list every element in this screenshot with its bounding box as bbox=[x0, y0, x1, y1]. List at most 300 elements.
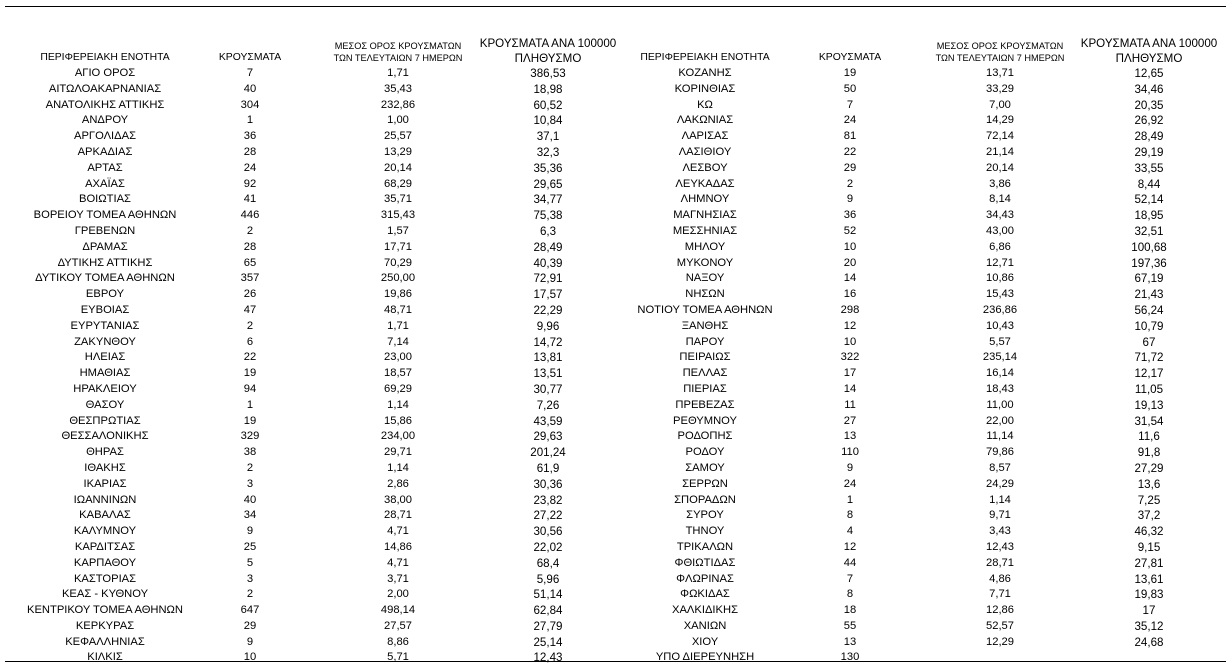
right-avg-cell: 4,86 bbox=[989, 572, 1011, 585]
right-region-cell: ΤΡΙΚΑΛΩΝ bbox=[676, 540, 734, 553]
left-region-cell: ΑΓΙΟ ΟΡΟΣ bbox=[74, 67, 136, 79]
left-cases-cell: 3 bbox=[246, 477, 254, 490]
left-avg-cell: 7,14 bbox=[387, 335, 409, 348]
left-per100k-cell: 201,24 bbox=[530, 446, 566, 460]
right-cases-cell: 11 bbox=[844, 398, 856, 411]
right-region-cell: ΠΙΕΡΙΑΣ bbox=[683, 382, 727, 395]
right-avg-cell: 12,71 bbox=[986, 256, 1014, 269]
header-region-right: ΠΕΡΙΦΕΡΕΙΑΚΗ ΕΝΟΤΗΤΑ bbox=[640, 52, 770, 63]
right-region-cell: ΡΕΘΥΜΝΟΥ bbox=[673, 414, 737, 427]
left-region-column bbox=[5, 66, 205, 666]
right-avg-cell: 52,57 bbox=[986, 619, 1014, 632]
right-cases-cell: 4 bbox=[846, 525, 854, 538]
left-per100k-cell: 27,22 bbox=[533, 509, 563, 523]
left-cases-cell: 2 bbox=[246, 319, 254, 332]
right-cases-cell: 130 bbox=[840, 651, 860, 664]
right-cases-cell: 14 bbox=[843, 272, 857, 285]
right-avg-cell: 13,71 bbox=[986, 67, 1014, 79]
left-avg-cell: 5,71 bbox=[387, 651, 409, 664]
right-cases-cell: 298 bbox=[840, 303, 860, 316]
left-avg-cell: 15,86 bbox=[384, 414, 412, 427]
left-per100k-cell: 34,77 bbox=[533, 193, 563, 207]
left-cases-cell: 7 bbox=[246, 67, 254, 79]
right-cases-cell: 8 bbox=[846, 509, 854, 522]
left-region-cell: ΕΥΡΥΤΑΝΙΑΣ bbox=[70, 319, 140, 332]
right-avg-cell: 72,14 bbox=[986, 130, 1014, 143]
left-cases-cell: 40 bbox=[243, 493, 257, 506]
left-cases-cell: 357 bbox=[240, 272, 260, 285]
right-cases-cell: 29 bbox=[843, 161, 857, 174]
right-cases-cell: 55 bbox=[843, 619, 857, 632]
right-region-cell: ΜΗΛΟΥ bbox=[684, 240, 726, 253]
right-cases-cell: 9 bbox=[846, 461, 854, 474]
right-region-cell: ΣΠΟΡΑΔΩΝ bbox=[674, 493, 736, 506]
left-cases-cell: 2 bbox=[246, 588, 254, 601]
left-per100k-cell: 27,79 bbox=[533, 619, 563, 633]
left-per100k-cell: 12,43 bbox=[533, 651, 563, 665]
left-per100k-cell: 18,98 bbox=[533, 82, 563, 96]
right-cases-cell: 7 bbox=[846, 98, 854, 111]
right-region-cell: ΦΩΚΙΔΑΣ bbox=[680, 588, 730, 601]
right-avg-cell: 12,86 bbox=[986, 604, 1014, 617]
right-region-cell: ΠΕΛΛΑΣ bbox=[682, 367, 728, 380]
right-avg-cell: 11,00 bbox=[986, 398, 1014, 411]
right-region-cell: ΛΕΣΒΟΥ bbox=[682, 161, 728, 174]
right-per100k-cell: 11,05 bbox=[1134, 382, 1164, 396]
left-cases-cell: 24 bbox=[243, 161, 257, 174]
left-per100k-cell: 51,14 bbox=[533, 588, 563, 602]
left-cases-cell: 2 bbox=[246, 461, 254, 474]
left-cases-cell: 19 bbox=[243, 414, 257, 427]
left-per100k-cell: 60,52 bbox=[533, 98, 563, 112]
left-cases-cell: 1 bbox=[246, 114, 254, 127]
right-per100k-cell: 67,19 bbox=[1134, 272, 1164, 286]
right-per100k-cell: 32,51 bbox=[1134, 224, 1164, 238]
right-cases-cell: 1 bbox=[846, 493, 854, 506]
right-per100k-cell: 19,13 bbox=[1134, 398, 1164, 412]
left-avg-cell: 25,57 bbox=[384, 130, 412, 143]
left-per100k-cell: 22,02 bbox=[533, 540, 563, 554]
header-cases-left: ΚΡΟΥΣΜΑΤΑ bbox=[218, 52, 282, 63]
right-region-cell: ΧΑΝΙΩΝ bbox=[683, 619, 727, 632]
right-region-cell: ΞΑΝΘΗΣ bbox=[681, 319, 729, 332]
left-per100k-cell: 14,72 bbox=[533, 335, 563, 349]
left-region-cell: ΗΜΑΘΙΑΣ bbox=[79, 367, 131, 380]
left-per100k-cell: 37,1 bbox=[536, 130, 560, 144]
right-region-cell: ΚΟΡΙΝΘΙΑΣ bbox=[674, 82, 736, 95]
right-region-cell: ΜΥΚΟΝΟΥ bbox=[676, 256, 734, 269]
left-per100k-cell: 61,9 bbox=[536, 461, 560, 475]
header-region-left: ΠΕΡΙΦΕΡΕΙΑΚΗ ΕΝΟΤΗΤΑ bbox=[40, 52, 170, 63]
right-per100k-cell: 67 bbox=[1142, 335, 1156, 349]
right-cases-cell: 52 bbox=[843, 224, 857, 237]
right-cases-cell: 19 bbox=[843, 67, 857, 79]
left-avg-cell: 17,71 bbox=[384, 240, 412, 253]
right-per100k-cell: 197,36 bbox=[1131, 256, 1167, 270]
right-per100k-cell: 52,14 bbox=[1134, 193, 1164, 207]
left-region-cell: ΚΑΣΤΟΡΙΑΣ bbox=[73, 572, 137, 585]
left-cases-cell: 1 bbox=[246, 398, 254, 411]
left-avg-cell: 498,14 bbox=[380, 604, 416, 617]
right-region-cell: ΛΑΣΙΘΙΟΥ bbox=[678, 145, 732, 158]
right-region-cell: ΚΩ bbox=[697, 98, 713, 111]
right-region-cell: ΚΟΖΑΝΗΣ bbox=[678, 67, 732, 79]
right-cases-cell: 13 bbox=[843, 430, 857, 443]
header-avg-right-1: ΜΕΣΟΣ ΟΡΟΣ ΚΡΟΥΣΜΑΤΩΝ bbox=[936, 41, 1064, 51]
right-region-cell: ΛΑΚΩΝΙΑΣ bbox=[676, 114, 734, 127]
right-region-cell: ΧΑΛΚΙΔΙΚΗΣ bbox=[671, 604, 738, 617]
left-region-cell: ΑΧΑΪΑΣ bbox=[85, 177, 125, 190]
left-region-cell: ΑΡΓΟΛΙΔΑΣ bbox=[73, 130, 137, 143]
left-cases-cell: 38 bbox=[243, 446, 257, 459]
left-region-cell: ΒΟΙΩΤΙΑΣ bbox=[79, 193, 131, 206]
right-region-cell: ΛΕΥΚΑΔΑΣ bbox=[675, 177, 735, 190]
left-avg-cell: 8,86 bbox=[387, 635, 409, 648]
right-region-cell: ΜΑΓΝΗΣΙΑΣ bbox=[673, 209, 737, 222]
right-per100k-cell: 37,2 bbox=[1137, 509, 1161, 523]
right-per100k-cell: 27,29 bbox=[1134, 461, 1164, 475]
left-per100k-cell: 75,38 bbox=[533, 209, 563, 223]
left-per100k-cell: 7,26 bbox=[536, 398, 560, 412]
left-cases-cell: 65 bbox=[243, 256, 257, 269]
left-per100k-column bbox=[468, 66, 628, 666]
left-cases-cell: 5 bbox=[246, 556, 254, 569]
left-region-cell: ΚΕΑΣ - ΚΥΘΝΟΥ bbox=[61, 588, 149, 601]
right-per100k-cell: 31,54 bbox=[1134, 414, 1164, 428]
left-per100k-cell: 28,49 bbox=[533, 240, 563, 254]
right-cases-cell: 10 bbox=[843, 335, 857, 348]
left-cases-cell: 40 bbox=[243, 82, 257, 95]
left-cases-cell: 34 bbox=[243, 509, 257, 522]
left-avg-cell: 48,71 bbox=[384, 303, 412, 316]
left-avg-cell: 234,00 bbox=[380, 430, 416, 443]
left-per100k-cell: 35,36 bbox=[533, 161, 563, 175]
left-per100k-cell: 40,39 bbox=[533, 256, 563, 270]
right-cases-cell: 17 bbox=[843, 367, 857, 380]
left-avg-cell: 1,57 bbox=[387, 224, 409, 237]
left-region-cell: ΚΙΛΚΙΣ bbox=[87, 651, 123, 664]
left-region-cell: ΘΕΣΣΑΛΟΝΙΚΗΣ bbox=[61, 430, 149, 443]
left-region-cell: ΘΗΡΑΣ bbox=[86, 446, 124, 459]
right-avg-cell: 28,71 bbox=[986, 556, 1014, 569]
left-cases-cell: 28 bbox=[243, 145, 257, 158]
right-region-cell: ΠΑΡΟΥ bbox=[685, 335, 725, 348]
header-cases-right: ΚΡΟΥΣΜΑΤΑ bbox=[818, 52, 882, 63]
right-per100k-cell: 12,17 bbox=[1134, 367, 1164, 381]
right-cases-cell: 12 bbox=[843, 540, 857, 553]
right-per100k-cell: 20,35 bbox=[1134, 98, 1164, 112]
left-cases-cell: 647 bbox=[240, 604, 260, 617]
left-avg-cell: 27,57 bbox=[384, 619, 412, 632]
left-avg-cell: 2,86 bbox=[387, 477, 409, 490]
left-cases-cell: 92 bbox=[243, 177, 257, 190]
header-avg-right-2: ΤΩΝ ΤΕΛΕΥΤΑΙΩΝ 7 ΗΜΕΡΩΝ bbox=[935, 53, 1065, 63]
right-avg-cell: 6,86 bbox=[989, 240, 1011, 253]
right-avg-cell: 15,43 bbox=[986, 288, 1014, 301]
right-region-cell: ΠΕΙΡΑΙΩΣ bbox=[679, 351, 731, 364]
right-cases-cell: 12 bbox=[843, 319, 857, 332]
header-per100k-left-2: ΠΛΗΘΥΣΜΟ bbox=[514, 52, 582, 65]
left-region-cell: ΚΑΒΑΛΑΣ bbox=[79, 509, 131, 522]
right-per100k-cell: 21,43 bbox=[1134, 288, 1164, 302]
right-per100k-cell: 71,72 bbox=[1134, 351, 1164, 365]
right-avg-cell bbox=[920, 650, 1080, 666]
right-avg-cell: 22,00 bbox=[986, 414, 1014, 427]
right-region-cell: ΠΡΕΒΕΖΑΣ bbox=[675, 398, 735, 411]
left-region-cell: ΑΝΔΡΟΥ bbox=[81, 114, 129, 127]
right-per100k-cell: 7,25 bbox=[1137, 493, 1161, 507]
right-cases-cell: 14 bbox=[843, 382, 857, 395]
left-avg-cell: 19,86 bbox=[384, 288, 412, 301]
right-region-cell: ΛΗΜΝΟΥ bbox=[680, 193, 730, 206]
bottom-rule bbox=[5, 661, 1226, 662]
left-cases-cell: 26 bbox=[243, 288, 257, 301]
right-cases-cell: 10 bbox=[843, 240, 857, 253]
left-avg-cell: 20,14 bbox=[384, 161, 412, 174]
left-region-cell: ΑΡΚΑΔΙΑΣ bbox=[77, 145, 133, 158]
right-avg-cell: 7,00 bbox=[989, 98, 1011, 111]
left-per100k-cell: 6,3 bbox=[539, 224, 557, 238]
right-region-cell: ΥΠΟ ΔΙΕΡΕΥΝΗΣΗ bbox=[655, 651, 755, 664]
right-per100k-cell: 24,68 bbox=[1134, 635, 1164, 649]
left-per100k-cell: 68,4 bbox=[536, 556, 560, 570]
left-avg-cell: 18,57 bbox=[384, 367, 412, 380]
right-avg-cell: 3,43 bbox=[989, 525, 1011, 538]
left-region-cell: ΚΑΡΔΙΤΣΑΣ bbox=[74, 540, 136, 553]
right-per100k-cell: 29,19 bbox=[1134, 145, 1164, 159]
right-per100k-cell: 10,79 bbox=[1134, 319, 1164, 333]
left-region-cell: ΔΡΑΜΑΣ bbox=[82, 240, 128, 253]
right-avg-cell: 18,43 bbox=[986, 382, 1014, 395]
left-cases-cell: 9 bbox=[246, 525, 254, 538]
right-avg-cell: 12,43 bbox=[986, 540, 1014, 553]
right-region-cell: ΝΗΣΩΝ bbox=[685, 288, 725, 301]
left-avg-cell: 23,00 bbox=[384, 351, 412, 364]
left-cases-cell: 28 bbox=[243, 240, 257, 253]
right-avg-cell: 235,14 bbox=[982, 351, 1018, 364]
top-rule bbox=[5, 6, 1226, 7]
right-region-cell: ΧΙΟΥ bbox=[691, 635, 719, 648]
right-cases-cell: 50 bbox=[843, 82, 857, 95]
right-per100k-cell: 34,46 bbox=[1134, 82, 1164, 96]
left-avg-cell: 2,00 bbox=[387, 588, 409, 601]
left-region-cell: ΗΛΕΙΑΣ bbox=[84, 351, 126, 364]
left-cases-cell: 304 bbox=[240, 98, 260, 111]
left-per100k-cell: 5,96 bbox=[536, 572, 560, 586]
left-per100k-cell: 43,59 bbox=[533, 414, 563, 428]
right-per100k-cell: 9,15 bbox=[1137, 540, 1161, 554]
right-cases-cell: 16 bbox=[843, 288, 857, 301]
left-avg-cell: 315,43 bbox=[380, 209, 416, 222]
left-cases-cell: 94 bbox=[243, 382, 257, 395]
right-per100k-cell: 13,6 bbox=[1137, 477, 1161, 491]
right-avg-cell: 21,14 bbox=[986, 145, 1014, 158]
left-per100k-cell: 10,84 bbox=[533, 114, 563, 128]
right-cases-cell: 18 bbox=[843, 604, 857, 617]
right-cases-cell: 7 bbox=[846, 572, 854, 585]
header-avg-left-2: ΤΩΝ ΤΕΛΕΥΤΑΙΩΝ 7 ΗΜΕΡΩΝ bbox=[333, 53, 463, 63]
left-avg-cell: 232,86 bbox=[380, 98, 416, 111]
left-avg-cell: 69,29 bbox=[384, 382, 412, 395]
left-cases-cell: 41 bbox=[243, 193, 257, 206]
right-avg-cell: 14,29 bbox=[986, 114, 1014, 127]
left-avg-cell: 3,71 bbox=[387, 572, 409, 585]
left-per100k-cell: 30,36 bbox=[533, 477, 563, 491]
right-cases-cell: 2 bbox=[846, 177, 854, 190]
left-avg-column bbox=[318, 66, 478, 666]
left-avg-cell: 68,29 bbox=[384, 177, 412, 190]
right-per100k-cell: 46,32 bbox=[1134, 525, 1164, 539]
right-cases-cell: 13 bbox=[843, 635, 857, 648]
right-per100k-cell: 12,65 bbox=[1134, 67, 1164, 80]
left-region-cell: ΙΚΑΡΙΑΣ bbox=[83, 477, 127, 490]
left-avg-cell: 1,00 bbox=[387, 114, 409, 127]
left-region-cell: ΑΝΑΤΟΛΙΚΗΣ ΑΤΤΙΚΗΣ bbox=[45, 98, 165, 111]
left-cases-cell: 25 bbox=[243, 540, 257, 553]
left-cases-cell: 22 bbox=[243, 351, 257, 364]
right-avg-column bbox=[920, 66, 1080, 666]
right-cases-cell: 322 bbox=[840, 351, 860, 364]
left-region-cell: ΚΕΝΤΡΙΚΟΥ ΤΟΜΕΑ ΑΘΗΝΩΝ bbox=[26, 604, 183, 617]
right-cases-cell: 9 bbox=[846, 193, 854, 206]
header-per100k-left-1: ΚΡΟΥΣΜΑΤΑ ΑΝΑ 100000 bbox=[479, 37, 617, 50]
right-cases-cell: 81 bbox=[843, 130, 857, 143]
left-region-cell: ΚΕΦΑΛΛΗΝΙΑΣ bbox=[65, 635, 145, 648]
header-avg-left-1: ΜΕΣΟΣ ΟΡΟΣ ΚΡΟΥΣΜΑΤΩΝ bbox=[334, 41, 462, 51]
right-region-cell: ΦΛΩΡΙΝΑΣ bbox=[676, 572, 734, 585]
left-cases-cell: 36 bbox=[243, 130, 257, 143]
right-cases-cell: 22 bbox=[843, 145, 857, 158]
left-avg-cell: 4,71 bbox=[387, 556, 409, 569]
right-cases-cell: 44 bbox=[843, 556, 857, 569]
right-cases-column bbox=[810, 66, 890, 666]
right-avg-cell: 5,57 bbox=[989, 335, 1011, 348]
left-per100k-cell: 25,14 bbox=[533, 635, 563, 649]
right-per100k-cell: 18,95 bbox=[1134, 209, 1164, 223]
left-per100k-cell: 23,82 bbox=[533, 493, 563, 507]
left-cases-cell: 2 bbox=[246, 224, 254, 237]
header-per100k-right-2: ΠΛΗΘΥΣΜΟ bbox=[1115, 52, 1183, 65]
header-per100k-right-1: ΚΡΟΥΣΜΑΤΑ ΑΝΑ 100000 bbox=[1080, 37, 1218, 50]
right-cases-cell: 8 bbox=[846, 588, 854, 601]
right-avg-cell: 1,14 bbox=[989, 493, 1011, 506]
right-region-cell: ΝΟΤΙΟΥ ΤΟΜΕΑ ΑΘΗΝΩΝ bbox=[637, 303, 773, 316]
right-per100k-cell: 13,61 bbox=[1134, 572, 1164, 586]
right-avg-cell: 12,29 bbox=[986, 635, 1014, 648]
left-per100k-cell: 13,81 bbox=[533, 351, 563, 365]
left-cases-cell: 19 bbox=[243, 367, 257, 380]
right-per100k-cell: 91,8 bbox=[1137, 446, 1161, 460]
right-avg-cell: 43,00 bbox=[986, 224, 1014, 237]
left-region-cell: ΔΥΤΙΚΟΥ ΤΟΜΕΑ ΑΘΗΝΩΝ bbox=[35, 272, 175, 285]
left-avg-cell: 38,00 bbox=[384, 493, 412, 506]
right-region-cell: ΡΟΔΟΥ bbox=[685, 446, 725, 459]
left-region-cell: ΑΙΤΩΛΟΑΚΑΡΝΑΝΙΑΣ bbox=[48, 82, 162, 95]
right-avg-cell: 20,14 bbox=[986, 161, 1014, 174]
right-avg-cell: 16,14 bbox=[986, 367, 1014, 380]
left-avg-cell: 35,71 bbox=[384, 193, 412, 206]
right-per100k-cell: 33,55 bbox=[1134, 161, 1164, 175]
left-avg-cell: 1,71 bbox=[387, 67, 409, 79]
right-per100k-cell: 26,92 bbox=[1134, 114, 1164, 128]
right-region-cell: ΛΑΡΙΣΑΣ bbox=[681, 130, 729, 143]
left-region-cell: ΓΡΕΒΕΝΩΝ bbox=[74, 224, 136, 237]
right-region-cell: ΤΗΝΟΥ bbox=[685, 525, 725, 538]
right-per100k-column bbox=[1070, 66, 1228, 666]
left-region-cell: ΚΕΡΚΥΡΑΣ bbox=[75, 619, 135, 632]
left-region-cell: ΗΡΑΚΛΕΙΟΥ bbox=[73, 382, 137, 395]
left-region-cell: ΖΑΚΥΝΘΟΥ bbox=[74, 335, 136, 348]
left-cases-cell: 446 bbox=[240, 209, 260, 222]
right-per100k-cell: 8,44 bbox=[1137, 177, 1161, 191]
left-per100k-cell: 30,56 bbox=[533, 525, 563, 539]
right-avg-cell: 33,29 bbox=[986, 82, 1014, 95]
right-cases-cell: 27 bbox=[843, 414, 857, 427]
right-region-cell: ΣΥΡΟΥ bbox=[686, 509, 724, 522]
left-region-cell: ΔΥΤΙΚΗΣ ΑΤΤΙΚΗΣ bbox=[57, 256, 153, 269]
right-per100k-cell: 19,83 bbox=[1134, 588, 1164, 602]
left-region-cell: ΕΥΒΟΙΑΣ bbox=[80, 303, 130, 316]
left-cases-cell: 9 bbox=[246, 635, 254, 648]
right-region-cell: ΡΟΔΟΠΗΣ bbox=[677, 430, 733, 443]
left-avg-cell: 28,71 bbox=[384, 509, 412, 522]
right-avg-cell: 3,86 bbox=[989, 177, 1011, 190]
left-region-cell: ΑΡΤΑΣ bbox=[87, 161, 123, 174]
left-cases-cell: 6 bbox=[246, 335, 254, 348]
left-per100k-cell: 72,91 bbox=[533, 272, 563, 286]
left-region-cell: ΘΕΣΠΡΩΤΙΑΣ bbox=[69, 414, 141, 427]
left-per100k-cell: 62,84 bbox=[533, 604, 563, 618]
left-avg-cell: 14,86 bbox=[384, 540, 412, 553]
left-avg-cell: 70,29 bbox=[384, 256, 412, 269]
right-avg-cell: 7,71 bbox=[989, 588, 1011, 601]
left-per100k-cell: 30,77 bbox=[533, 382, 563, 396]
left-per100k-cell: 29,65 bbox=[533, 177, 563, 191]
left-region-cell: ΙΩΑΝΝΙΝΩΝ bbox=[73, 493, 137, 506]
left-avg-cell: 29,71 bbox=[384, 446, 412, 459]
left-per100k-cell: 386,53 bbox=[530, 67, 566, 80]
left-avg-cell: 250,00 bbox=[380, 272, 416, 285]
left-per100k-cell: 17,57 bbox=[533, 288, 563, 302]
left-region-cell: ΘΑΣΟΥ bbox=[85, 398, 125, 411]
right-avg-cell: 8,14 bbox=[989, 193, 1011, 206]
right-avg-cell: 8,57 bbox=[989, 461, 1011, 474]
right-per100k-cell: 28,49 bbox=[1134, 130, 1164, 144]
left-cases-cell: 3 bbox=[246, 572, 254, 585]
right-avg-cell: 34,43 bbox=[986, 209, 1014, 222]
right-per100k-cell bbox=[1070, 650, 1228, 666]
right-region-cell: ΝΑΞΟΥ bbox=[685, 272, 725, 285]
left-avg-cell: 1,71 bbox=[387, 319, 409, 332]
right-region-column bbox=[615, 66, 795, 666]
left-avg-cell: 35,43 bbox=[384, 82, 412, 95]
left-per100k-cell: 13,51 bbox=[533, 367, 563, 381]
right-per100k-cell: 56,24 bbox=[1134, 303, 1164, 317]
left-per100k-cell: 29,63 bbox=[533, 430, 563, 444]
right-avg-cell: 10,43 bbox=[986, 319, 1014, 332]
right-per100k-cell: 100,68 bbox=[1131, 240, 1167, 254]
left-per100k-cell: 9,96 bbox=[536, 319, 560, 333]
left-cases-cell: 329 bbox=[240, 430, 260, 443]
left-cases-cell: 29 bbox=[243, 619, 257, 632]
left-region-cell: ΕΒΡΟΥ bbox=[85, 288, 125, 301]
left-region-cell: ΙΘΑΚΗΣ bbox=[84, 461, 126, 474]
left-per100k-cell: 22,29 bbox=[533, 303, 563, 317]
left-region-cell: ΚΑΛΥΜΝΟΥ bbox=[73, 525, 137, 538]
left-avg-cell: 4,71 bbox=[387, 525, 409, 538]
left-avg-cell: 1,14 bbox=[387, 461, 409, 474]
right-per100k-cell: 11,6 bbox=[1138, 430, 1160, 444]
